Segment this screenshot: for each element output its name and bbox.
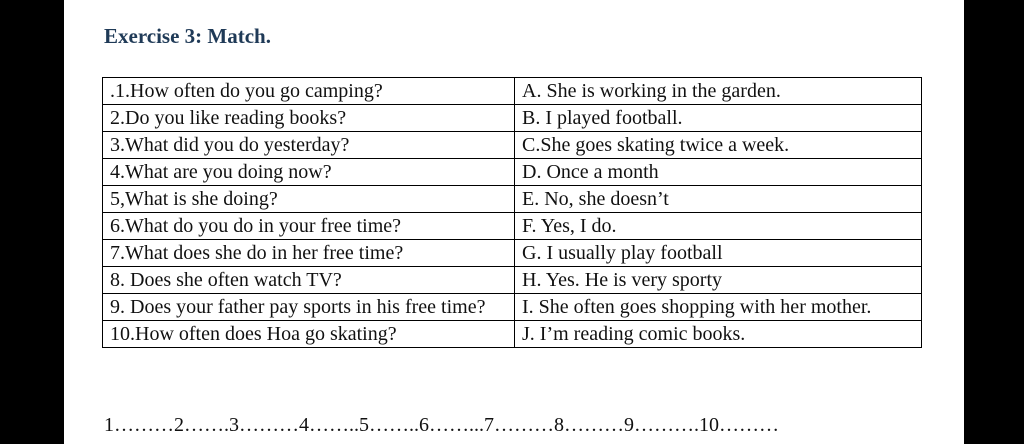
answer-cell: D. Once a month xyxy=(515,159,922,186)
table-row xyxy=(103,186,922,213)
question-cell: 3.What did you do yesterday? xyxy=(103,132,515,159)
question-cell: .1.How often do you go camping? xyxy=(103,78,515,105)
question-cell: 5,What is she doing? xyxy=(103,186,515,213)
answer-cell: H. Yes. He is very sporty xyxy=(515,267,922,294)
exercise-title: Exercise 3: Match. xyxy=(104,24,271,48)
table-row xyxy=(103,159,922,186)
question-cell: 8. Does she often watch TV? xyxy=(103,267,515,294)
answer-cell: J. I’m reading comic books. xyxy=(515,321,922,348)
answer-cell: E. No, she doesn’t xyxy=(515,186,922,213)
document-page xyxy=(64,0,964,444)
question-cell: 10.How often does Hoa go skating? xyxy=(103,321,515,348)
answer-cell: A. She is working in the garden. xyxy=(515,78,922,105)
question-cell: 2.Do you like reading books? xyxy=(103,105,515,132)
answer-cell: C.She goes skating twice a week. xyxy=(515,132,922,159)
table-row xyxy=(103,321,922,348)
question-cell: 6.What do you do in your free time? xyxy=(103,213,515,240)
question-cell: 9. Does your father pay sports in his free time? xyxy=(103,294,515,321)
answer-cell: I. She often goes shopping with her mother. xyxy=(515,294,922,321)
table-row xyxy=(103,267,922,294)
question-cell: 4.What are you doing now? xyxy=(103,159,515,186)
table-row xyxy=(103,105,922,132)
table-row xyxy=(103,213,922,240)
matching-table xyxy=(102,77,922,348)
answer-cell: B. I played football. xyxy=(515,105,922,132)
table-row xyxy=(103,240,922,267)
answer-cell: G. I usually play football xyxy=(515,240,922,267)
answer-cell: F. Yes, I do. xyxy=(515,213,922,240)
question-cell: 7.What does she do in her free time? xyxy=(103,240,515,267)
table-row xyxy=(103,132,922,159)
table-row xyxy=(103,78,922,105)
answer-line: 1………2…….3………4……..5……..6……...7………8………9……….10……… xyxy=(104,414,779,436)
table-row xyxy=(103,294,922,321)
